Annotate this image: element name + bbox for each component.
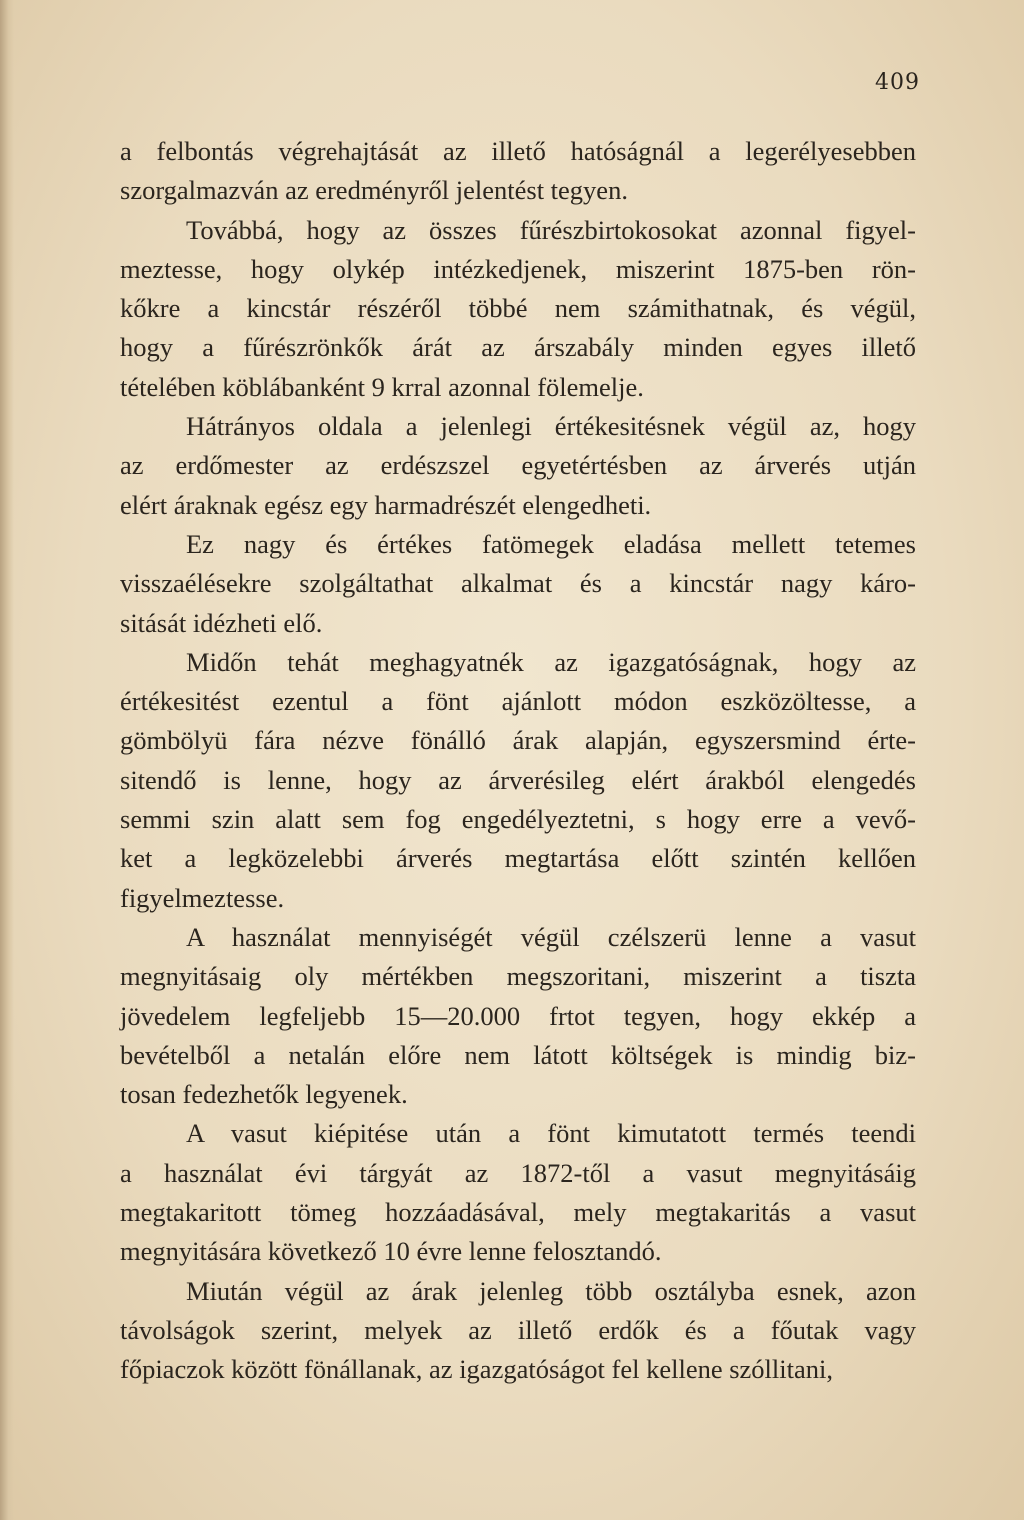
text-line: a felbontás végrehajtását az illető hatóságnál a legerélyesebben (120, 136, 916, 166)
text-line: megnyitására következő 10 évre lenne felosztandó. (120, 1236, 662, 1267)
text-line: az erdőmester az erdészszel egyetértésben az árverés utján (120, 450, 916, 481)
text-line: gömbölyü fára nézve fönálló árak alapján, egyszersmind érte- (120, 725, 916, 756)
text-line: Továbbá, hogy az összes fűrészbirtokosokat azonnal figyel- (186, 214, 916, 245)
text-line: figyelmeztesse. (120, 882, 285, 913)
text-line: bevételből a netalán előre nem látott költségek is mindig biz- (120, 1039, 916, 1070)
binding-gutter (0, 0, 14, 1520)
text-line: elért áraknak egész egy harmadrészét elengedheti. (120, 489, 652, 520)
text-line: Midőn tehát meghagyatnék az igazgatóságnak, hogy az (186, 646, 916, 677)
text-line: értékesitést ezentul a fönt ajánlott módon eszközöltesse, a (120, 686, 916, 717)
paragraph (120, 1114, 916, 1271)
paragraph (120, 1272, 916, 1390)
text-line: tosan fedezhetők legyenek. (120, 1079, 408, 1110)
page-number: 409 (875, 70, 920, 95)
text-line: visszaélésekre szolgáltathat alkalmat és a kincstár nagy káro- (120, 568, 916, 599)
text-line: tételében köblábanként 9 krral azonnal fölemelje. (120, 371, 644, 402)
text-line: ket a legközelebbi árverés megtartása előtt szintén kellően (120, 843, 916, 874)
text-line: semmi szin alatt sem fog engedélyeztetni, s hogy erre a vevő- (120, 804, 916, 835)
text-line: A használat mennyiségét végül czélszerü lenne a vasut (186, 921, 916, 952)
text-line: Miután végül az árak jelenleg több osztályba esnek, azon (186, 1275, 916, 1306)
text-line: jövedelem legfeljebb 15—20.000 frtot tegyen, hogy ekkép a (120, 1000, 916, 1031)
text-line: Hátrányos oldala a jelenlegi értékesitésnek végül az, hogy (186, 411, 916, 442)
text-line: sitendő is lenne, hogy az árverésileg elért árakból elengedés (120, 764, 916, 795)
paragraph (120, 211, 916, 407)
paragraph (120, 918, 916, 1114)
text-line: megtakaritott tömeg hozzáadásával, mely megtakaritás a vasut (120, 1197, 916, 1228)
text-line: Ez nagy és értékes fatömegek eladása mellett tetemes (186, 528, 916, 559)
paragraph (120, 525, 916, 643)
paragraph (120, 643, 916, 918)
text-line: megnyitásaig oly mértékben megszoritani, miszerint a tiszta (120, 961, 916, 992)
text-line: szorgalmazván az eredményről jelentést tegyen. (120, 175, 628, 206)
text-line: a használat évi tárgyát az 1872-től a vasut megnyitásáig (120, 1157, 916, 1188)
text-line: távolságok szerint, melyek az illető erdők és a főutak vagy (120, 1314, 916, 1345)
text-line: kőkre a kincstár részéről többé nem számithatnak, és végül, (120, 293, 916, 324)
text-line: főpiaczok között fönállanak, az igazgatóságot fel kellene szóllitani, (120, 1354, 834, 1385)
text-line: meztesse, hogy olykép intézkedjenek, miszerint 1875-ben rön- (120, 253, 916, 284)
paragraph (120, 132, 916, 211)
body-text (120, 132, 916, 1390)
text-line: sitását idézheti elő. (120, 607, 323, 638)
text-line: hogy a fűrészrönkők árát az árszabály minden egyes illető (120, 332, 916, 363)
paragraph (120, 407, 916, 525)
text-line: A vasut kiépitése után a fönt kimutatott termés teendi (186, 1118, 916, 1149)
